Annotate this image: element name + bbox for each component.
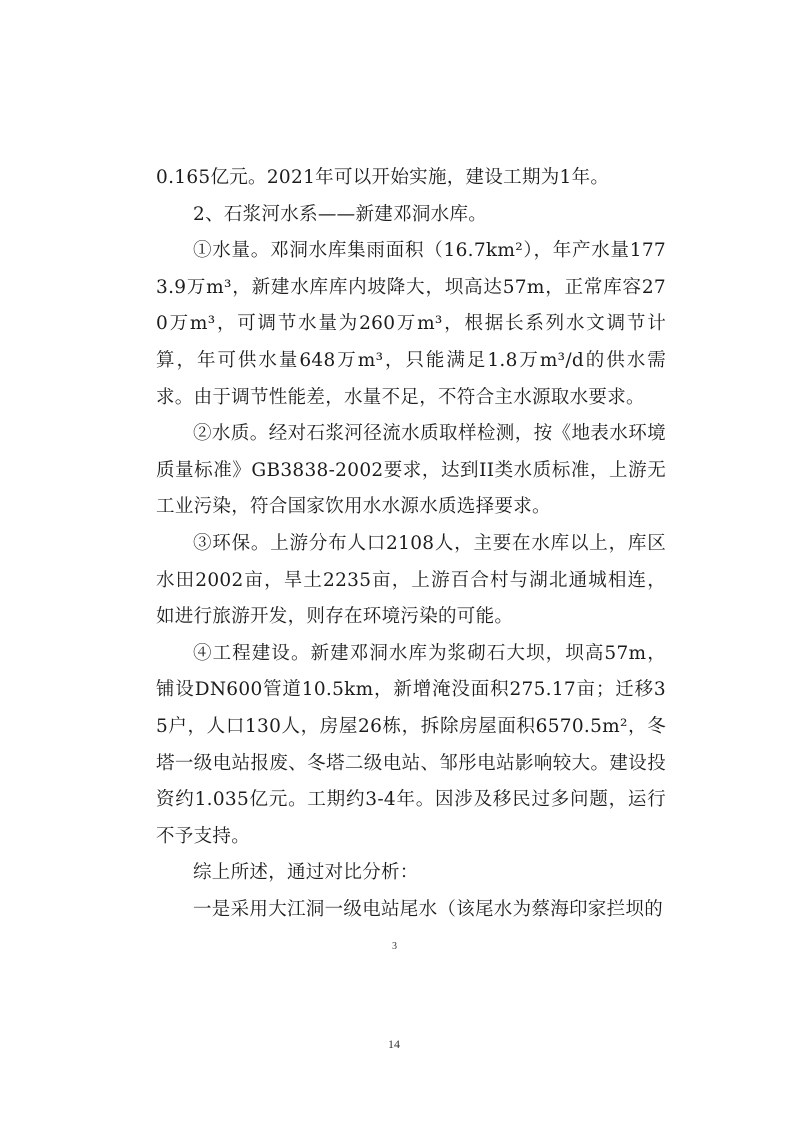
paragraph-3-water-quantity: ①水量。邓洞水库集雨面积（16.7km²），年产水量1773.9万m³，新建水库库内坡降大，坝高达57m，正常库容270万m³，可调节水量为260万m³，根据长系列水文调节计算，年可供水量648万m³，只能满足1.8万m³/d的供水需求。由于调节性能差，水量不足，不符合主水源取水要求。	[156, 240, 666, 408]
paragraph-8-option-one: 一是采用大江洞一级电站尾水（该尾水为蔡海印家拦坝的	[193, 898, 664, 920]
paragraph-7-summary: 综上所述，通过对比分析：	[193, 862, 419, 884]
outer-page-number: 14	[388, 1037, 400, 1051]
paragraph-1: 0.165亿元。2021年可以开始实施，建设工期为1年。	[156, 167, 610, 188]
inner-page-number: 3	[392, 941, 397, 952]
paragraph-5-environment: ③环保。上游分布人口2108人，主要在水库以上，库区水田2002亩，旱土2235亩，上游百合村与湖北通城相连，如进行旅游开发，则存在环境污染的可能。	[156, 532, 666, 628]
paragraph-6-construction: ④工程建设。新建邓洞水库为浆砌石大坝，坝高57m，铺设DN600管道10.5km，新增淹没面积275.17亩；迁移35户，人口130人，房屋26栋，拆除房屋面积6570.5m²，冬塔一级电站报废、冬塔二级电站、邹彤电站影响较大。建设投资约1.035亿元。工期约3-4年。因涉及移民过多问题，运行不予支持。	[156, 642, 666, 847]
body-text	[156, 160, 666, 928]
paragraph-4-water-quality: ②水质。经对石浆河径流水质取样检测，按《地表水环境质量标准》GB3838-2002要求，达到II类水质标准，上游无工业污染，符合国家饮用水水源水质选择要求。	[156, 423, 666, 518]
paragraph-2-heading: 2、石浆河水系——新建邓洞水库。	[193, 203, 488, 225]
